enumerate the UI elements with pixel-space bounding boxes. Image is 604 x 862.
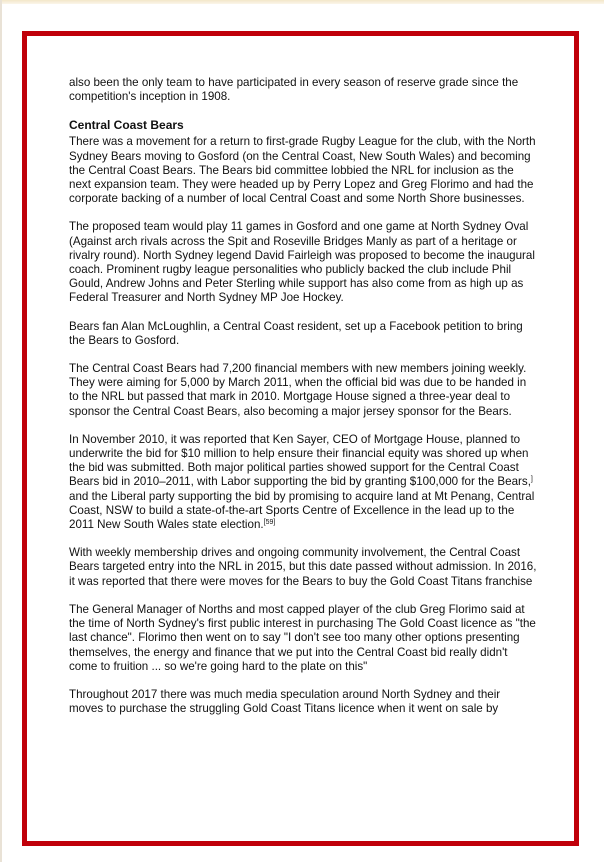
document-body	[69, 76, 537, 730]
paragraph-november-2010	[69, 433, 537, 532]
intro-paragraph: also been the only team to have participated in every season of reserve grade since the competition's inception in 1908.	[69, 76, 519, 104]
top-edge	[0, 0, 604, 4]
paragraph-proposed-team: The proposed team would play 11 games in Gosford and one game at North Sydney Oval (Against arch rivals across the Spit and Roseville Bridges Manly as part of a heritage or rivalry round). North Sydney legend David Fairleigh was proposed to become the inaugural coach. Prominent rugby league personalities who publicly backed the club include Phil Gould, Andrew Johns and Peter Sterling while support has also come from as high up as Federal Treasurer and North Sydney MP Joe Hockey.	[69, 220, 535, 305]
paragraph-members: The Central Coast Bears had 7,200 financial members with new members joining weekly. They were aiming for 5,000 by March 2011, when the official bid was due to be handed in to the NRL but passed that mark in 2010. Mortgage House signed a three-year deal to sponsor the Central Coast Bears, also becoming a major jersey sponsor for the Bears.	[69, 362, 527, 418]
paragraph-2017: Throughout 2017 there was much media speculation around North Sydney and their moves to purchase the struggling Gold Coast Titans licence when it went on sale by	[69, 687, 501, 716]
paragraph-november-text-2: and the Liberal party supporting the bid by promising to acquire land at Mt Penang, Central Coast, NSW to build a state-of-the-art Sports Centre of Excellence in the lead up to the 2011 New South Wales state election.	[69, 489, 535, 532]
citation-59[interactable]: [59]	[263, 519, 276, 527]
paragraph-november-text-1: In November 2010, it was reported that Ken Sayer, CEO of Mortgage House, planned to underwrite the bid for $10 million to help ensure their financial equity was shored up when the bid was submitted. Both major political parties showed support for the Central Coast Bears bid in 2010–2011, with Labor supporting the bid by granting $100,000 for the Bears,	[69, 432, 531, 489]
paragraph-general-manager: The General Manager of Norths and most capped player of the club Greg Florimo said at the time of North Sydney's first public interest in purchasing The Gold Coast licence as "the last chance". Florimo then went on to say "I don't see too many other options presenting themselves, the energy and finance that we put into the Central Coast bid really didn't come to fruition ... so we're going hard to the plate on this"	[69, 602, 536, 673]
paragraph-membership-drives: With weekly membership drives and ongoing community involvement, the Central Coast Bears targeted entry into the NRL in 2015, but this date passed without admission. In 2016, it was reported that there were moves for the Bears to buy the Gold Coast Titans franchise	[69, 546, 537, 588]
left-edge	[0, 0, 2, 862]
page-frame	[22, 31, 579, 846]
paragraph-facebook-petition: Bears fan Alan McLoughlin, a Central Coast resident, set up a Facebook petition to bring the Bears to Gosford.	[69, 319, 523, 347]
paragraph-movement: There was a movement for a return to first-grade Rugby League for the club, with the North Sydney Bears moving to Gosford (on the Central Coast, New South Wales) and becoming the Central Coast Bears. The Bears bid committee lobbied the NRL for inclusion as the next expansion team. They were headed up by Perry Lopez and Greg Florimo and had the corporate backing of a number of local Central Coast and some North Shore businesses.	[69, 135, 536, 206]
section-heading: Central Coast Bears	[69, 118, 184, 133]
reference-marker[interactable]: ]	[530, 476, 533, 484]
